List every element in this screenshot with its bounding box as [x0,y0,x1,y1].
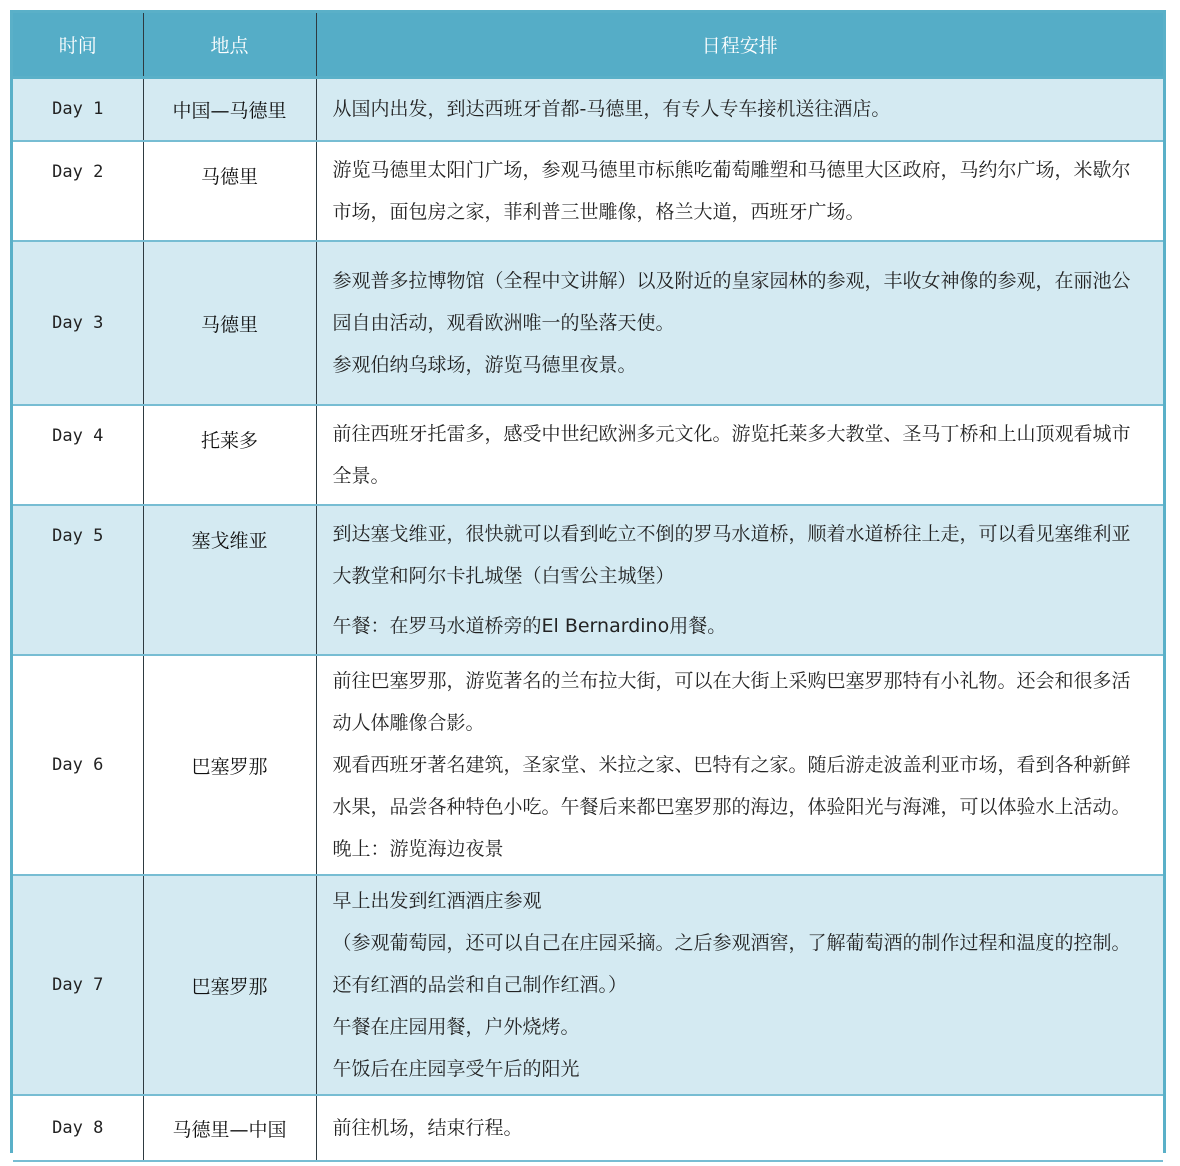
table-row [13,405,1163,505]
place-cell: 马德里 [143,141,316,241]
schedule-line: 游览马德里太阳门广场，参观马德里市标熊吃葡萄雕塑和马德里大区政府，马约尔广场，米歇尔市场，面包房之家，菲利普三世雕像，格兰大道，西班牙广场。 [332,159,1131,223]
schedule-cell [316,141,1163,241]
schedule-line: 前往机场，结束行程。 [332,1117,523,1139]
place-cell: 巴塞罗那 [143,655,316,875]
schedule-line: 早上出发到红酒酒庄参观 [332,890,542,912]
table-row [13,77,1163,141]
schedule-line: 午饭后在庄园享受午后的阳光 [332,1058,580,1080]
day-cell: Day 8 [13,1095,143,1161]
place-cell: 马德里—中国 [143,1095,316,1161]
day-cell: Day 5 [13,505,143,655]
table-row [13,875,1163,1095]
column-header-schedule: 日程安排 [316,13,1163,77]
schedule-cell [316,875,1163,1095]
column-header-place: 地点 [143,13,316,77]
schedule-line: 从国内出发，到达西班牙首都-马德里，有专人专车接机送往酒店。 [332,98,891,121]
day-cell: Day 6 [13,655,143,875]
schedule-line: 观看西班牙著名建筑，圣家堂、米拉之家、巴特有之家。随后游走波盖利亚市场，看到各种新鲜水果，品尝各种特色小吃。午餐后来都巴塞罗那的海边，体验阳光与海滩，可以体验水上活动。晚上：游览海边夜景 [332,754,1131,860]
schedule-line: 前往巴塞罗那，游览著名的兰布拉大街，可以在大街上采购巴塞罗那特有小礼物。还会和很多活动人体雕像合影。 [332,670,1131,734]
schedule-cell [316,77,1163,141]
place-cell: 马德里 [143,241,316,405]
table-row [13,655,1163,875]
place-cell: 托莱多 [143,405,316,505]
day-cell: Day 1 [13,77,143,141]
day-cell: Day 2 [13,141,143,241]
table-row [13,141,1163,241]
day-cell: Day 4 [13,405,143,505]
schedule-line: 午餐：在罗马水道桥旁的El Bernardino用餐。 [332,615,727,637]
schedule-line: 午餐在庄园用餐，户外烧烤。 [332,1016,580,1038]
day-cell: Day 3 [13,241,143,405]
schedule-line: 前往西班牙托雷多，感受中世纪欧洲多元文化。游览托莱多大教堂、圣马丁桥和上山顶观看城市全景。 [332,423,1131,487]
place-cell: 中国—马德里 [143,77,316,141]
place-cell: 塞戈维亚 [143,505,316,655]
table-row [13,1095,1163,1161]
schedule-cell [316,405,1163,505]
column-header-time: 时间 [13,13,143,77]
schedule-cell [316,241,1163,405]
schedule-line: 参观伯纳乌球场，游览马德里夜景。 [332,354,637,376]
schedule-cell [316,655,1163,875]
table-row [13,241,1163,405]
itinerary-table-frame [10,10,1166,1153]
schedule-cell [316,1095,1163,1161]
schedule-line: 到达塞戈维亚，很快就可以看到屹立不倒的罗马水道桥，顺着水道桥往上走，可以看见塞维利亚大教堂和阿尔卡扎城堡（白雪公主城堡） [332,523,1131,587]
table-header-row [13,13,1163,77]
day-cell: Day 7 [13,875,143,1095]
schedule-line: 参观普多拉博物馆（全程中文讲解）以及附近的皇家园林的参观，丰收女神像的参观，在丽池公园自由活动，观看欧洲唯一的坠落天使。 [332,270,1131,334]
schedule-cell [316,505,1163,655]
table-row [13,505,1163,655]
schedule-line: （参观葡萄园，还可以自己在庄园采摘。之后参观酒窖，了解葡萄酒的制作过程和温度的控制。还有红酒的品尝和自己制作红酒。） [332,932,1131,996]
place-cell: 巴塞罗那 [143,875,316,1095]
itinerary-table [13,13,1163,1162]
